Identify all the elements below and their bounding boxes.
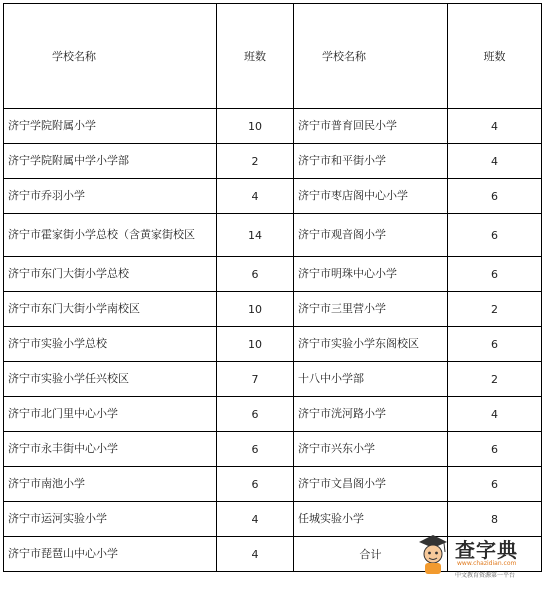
school-name-cell: 任城实验小学 [294,502,448,537]
class-count-cell: 6 [217,257,294,292]
class-count-cell: 6 [217,432,294,467]
school-name-cell: 济宁市洸河路小学 [294,397,448,432]
table-row [4,257,542,292]
school-name-cell: 济宁学院附属小学 [4,109,217,144]
class-count-cell: 6 [448,467,542,502]
class-count-cell: 6 [448,214,542,257]
class-count-cell: 6 [448,257,542,292]
class-count-cell: 10 [217,109,294,144]
class-count-cell: 10 [217,292,294,327]
school-name-cell: 济宁市观音阁小学 [294,214,448,257]
class-count-cell: 2 [217,144,294,179]
school-name-cell: 济宁市明珠中心小学 [294,257,448,292]
school-name-cell: 济宁市实验小学总校 [4,327,217,362]
school-name-cell: 济宁市南池小学 [4,467,217,502]
class-count-cell: 4 [448,144,542,179]
table-row [4,467,542,502]
table-row [4,144,542,179]
school-class-table [3,3,542,572]
watermark-tagline: 中文教育资源第一平台 [455,572,516,579]
school-name-cell: 十八中小学部 [294,362,448,397]
class-count-cell: 7 [217,362,294,397]
school-name-cell: 济宁市实验小学东阁校区 [294,327,448,362]
class-count-cell: 6 [448,327,542,362]
table-row [4,179,542,214]
table-row [4,362,542,397]
table-row [4,432,542,467]
table-row [4,397,542,432]
class-count-cell: 6 [217,467,294,502]
school-name-cell: 济宁市霍家街小学总校（含黄家街校区 [4,214,217,257]
total-label-cell: 合计 [294,537,448,572]
header-school-name-right: 学校名称 [294,4,448,109]
class-count-cell: 4 [217,179,294,214]
table-row [4,537,542,572]
class-count-cell: 2 [448,292,542,327]
school-name-cell: 济宁市枣店阁中心小学 [294,179,448,214]
class-count-cell [448,537,542,572]
school-name-cell: 济宁市普育回民小学 [294,109,448,144]
table-row [4,214,542,257]
table-row [4,327,542,362]
class-count-cell: 6 [448,179,542,214]
table-row [4,502,542,537]
class-count-cell: 14 [217,214,294,257]
school-name-cell: 济宁市文昌阁小学 [294,467,448,502]
school-name-cell: 济宁市永丰街中心小学 [4,432,217,467]
school-name-cell: 济宁市乔羽小学 [4,179,217,214]
school-name-cell: 济宁市和平街小学 [294,144,448,179]
school-name-cell: 济宁市琵琶山中心小学 [4,537,217,572]
class-count-cell: 2 [448,362,542,397]
class-count-cell: 6 [217,397,294,432]
class-count-cell: 4 [448,397,542,432]
school-name-cell: 济宁市兴东小学 [294,432,448,467]
header-row [4,4,542,109]
watermark-brand: 查字典 [455,538,518,562]
school-name-cell: 济宁学院附属中学小学部 [4,144,217,179]
class-count-cell: 4 [217,502,294,537]
school-name-cell: 济宁市三里营小学 [294,292,448,327]
header-school-name-left: 学校名称 [4,4,217,109]
header-class-count-right: 班数 [448,4,542,109]
class-count-cell: 10 [217,327,294,362]
class-count-cell: 8 [448,502,542,537]
school-name-cell: 济宁市东门大街小学总校 [4,257,217,292]
table-row [4,109,542,144]
school-name-cell: 济宁市东门大街小学南校区 [4,292,217,327]
school-name-cell: 济宁市运河实验小学 [4,502,217,537]
table-row [4,292,542,327]
header-class-count-left: 班数 [217,4,294,109]
class-count-cell: 4 [448,109,542,144]
watermark-url: www.chazidian.com [457,560,517,567]
class-count-cell: 4 [217,537,294,572]
school-name-cell: 济宁市北门里中心小学 [4,397,217,432]
class-count-cell: 6 [448,432,542,467]
school-name-cell: 济宁市实验小学任兴校区 [4,362,217,397]
